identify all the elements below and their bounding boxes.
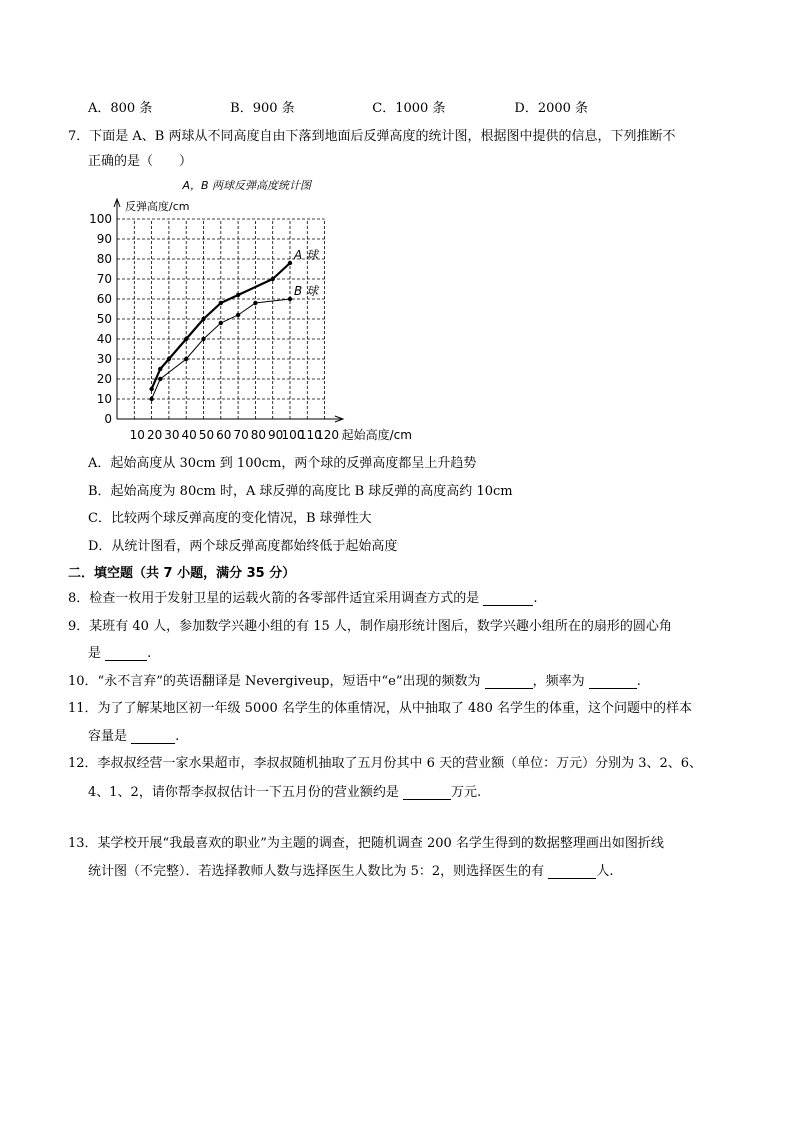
q7-option-b: B．起始高度为 80cm 时，A 球反弹的高度比 B 球反弹的高度高约 10cm (88, 484, 513, 499)
q13-line2-suffix: 人. (596, 864, 614, 879)
q7-stem-line1: 7．下面是 A、B 两球从不同高度自由下落到地面后反弹高度的统计图，根据图中提供的信息，下列推断不 (68, 129, 676, 144)
q9-line2-prefix: 是 (88, 646, 102, 661)
q6-option-d: D．2000 条 (514, 101, 589, 116)
chart-x-tick-label: 90 (268, 428, 284, 442)
q8 (68, 587, 538, 606)
q11-line1: 11．为了了解某地区初一年级 5000 名学生的体重情况，从中抽取了 480 名学生的体重，这个问题中的样本 (68, 701, 692, 716)
chart-x-tick-label: 60 (216, 428, 232, 442)
chart-y-tick-label: 0 (104, 412, 112, 426)
q13-line2 (88, 860, 613, 879)
q10 (68, 670, 641, 689)
chart-data-point (149, 387, 153, 391)
chart-data-point (236, 313, 240, 317)
q13-answer-blank[interactable] (548, 864, 596, 879)
q9-line2 (88, 642, 151, 661)
q6-option-a: A．800 条 (88, 101, 153, 116)
q10-mid: ，频率为 (532, 674, 585, 689)
q7-option-a: A．起始高度从 30cm 到 100cm，两个球的反弹高度都呈上升趋势 (88, 456, 477, 471)
chart-data-point (219, 321, 223, 325)
chart-series-label: A 球 (294, 248, 319, 262)
chart-data-point (201, 317, 205, 321)
chart-data-point (167, 357, 171, 361)
chart-y-tick-label: 90 (96, 232, 112, 246)
q12-line2-prefix: 4、1、2，请你帮李叔叔估计一下五月份的营业额约是 (88, 785, 399, 800)
chart-y-tick-label: 70 (96, 272, 112, 286)
q7-option-c: C．比较两个球反弹高度的变化情况，B 球弹性大 (88, 511, 372, 526)
q9-line1: 9．某班有 40 人，参加数学兴趣小组的有 15 人，制作扇形统计图后，数学兴趣小组所在的扇形的圆心角 (68, 619, 672, 634)
q11-answer-blank[interactable] (131, 729, 175, 744)
chart-ylabel: 反弹高度/cm (125, 200, 190, 213)
q9-answer-blank[interactable] (105, 646, 147, 661)
q12-line2 (88, 781, 481, 800)
q8-text: 8．检查一枚用于发射卫星的运载火箭的各零部件适宜采用调查方式的是 (68, 591, 480, 606)
chart-y-tick-label: 80 (96, 252, 112, 266)
chart-data-point (184, 357, 188, 361)
chart-x-tick-label: 40 (181, 428, 197, 442)
chart-x-tick-label: 30 (164, 428, 180, 442)
chart-data-point (184, 337, 188, 341)
q10-rate-blank[interactable] (589, 674, 637, 689)
q13-line2-prefix: 统计图（不完整）．若选择教师人数与选择医生人数比为 5：2，则选择医生的有 (88, 864, 545, 879)
chart-y-tick-label: 60 (96, 292, 112, 306)
q10-frequency-blank[interactable] (485, 674, 533, 689)
chart-data-point (219, 301, 223, 305)
chart-y-tick-label: 40 (96, 332, 112, 346)
chart-data-point (253, 301, 257, 305)
chart-x-tick-label: 100 (281, 428, 305, 442)
q6-option-b: B．900 条 (230, 101, 295, 116)
section2-title: 二．填空题（共 7 小题，满分 35 分） (68, 566, 296, 581)
chart-title: A，B 两球反弹高度统计图 (182, 179, 312, 192)
q13-line1: 13．某学校开展“我最喜欢的职业”为主题的调查，把随机调查 200 名学生得到的数据整理画出如图折线 (68, 836, 664, 851)
chart-data-point (288, 261, 292, 265)
q9-end: . (147, 646, 152, 661)
q6-options (88, 97, 588, 116)
chart-data-point (201, 337, 205, 341)
q8-end: . (533, 591, 538, 606)
chart-xlabel: 起始高度/cm (341, 428, 412, 442)
chart-y-tick-label: 10 (96, 392, 112, 406)
q10-text: 10．“永不言弃”的英语翻译是 Nevergiveup，短语中“e”出现的频数为 (68, 674, 481, 689)
q11-line2-prefix: 容量是 (88, 729, 128, 744)
chart-x-tick-label: 50 (198, 428, 215, 442)
chart-x-tick-label: 70 (233, 428, 249, 442)
chart-x-tick-label: 80 (250, 428, 267, 442)
q10-end: . (636, 674, 641, 689)
q7-stem-line2: 正确的是（ ） (88, 154, 193, 169)
chart-data-point (271, 277, 275, 281)
chart-data-point (288, 297, 292, 301)
chart-data-point (236, 293, 240, 297)
q12-line1: 12．李叔叔经营一家水果超市，李叔叔随机抽取了五月份其中 6 天的营业额（单位：万元）分别为 3、2、6、 (68, 756, 703, 771)
bounce-height-chart (80, 175, 480, 445)
chart-series-label: B 球 (294, 284, 319, 298)
chart-y-tick-label: 100 (89, 212, 112, 226)
chart-data-point (158, 367, 162, 371)
q8-answer-blank[interactable] (483, 591, 533, 606)
q7-option-d: D．从统计图看，两个球反弹高度都始终低于起始高度 (88, 539, 398, 554)
chart-data-point (158, 377, 162, 381)
q12-answer-blank[interactable] (403, 785, 451, 800)
chart-x-tick-label: 10 (129, 428, 145, 442)
chart-x-tick-label: 110 (298, 428, 322, 442)
chart-x-tick-label: 120 (316, 428, 340, 442)
q11-line2 (88, 725, 179, 744)
chart-y-tick-label: 30 (96, 352, 112, 366)
q6-option-c: C．1000 条 (372, 101, 446, 116)
chart-y-tick-label: 50 (96, 312, 112, 326)
q12-line2-suffix: 万元. (450, 785, 482, 800)
chart-y-tick-label: 20 (96, 372, 112, 386)
q11-end: . (175, 729, 180, 744)
chart-data-point (149, 397, 153, 401)
chart-x-tick-label: 20 (146, 428, 163, 442)
